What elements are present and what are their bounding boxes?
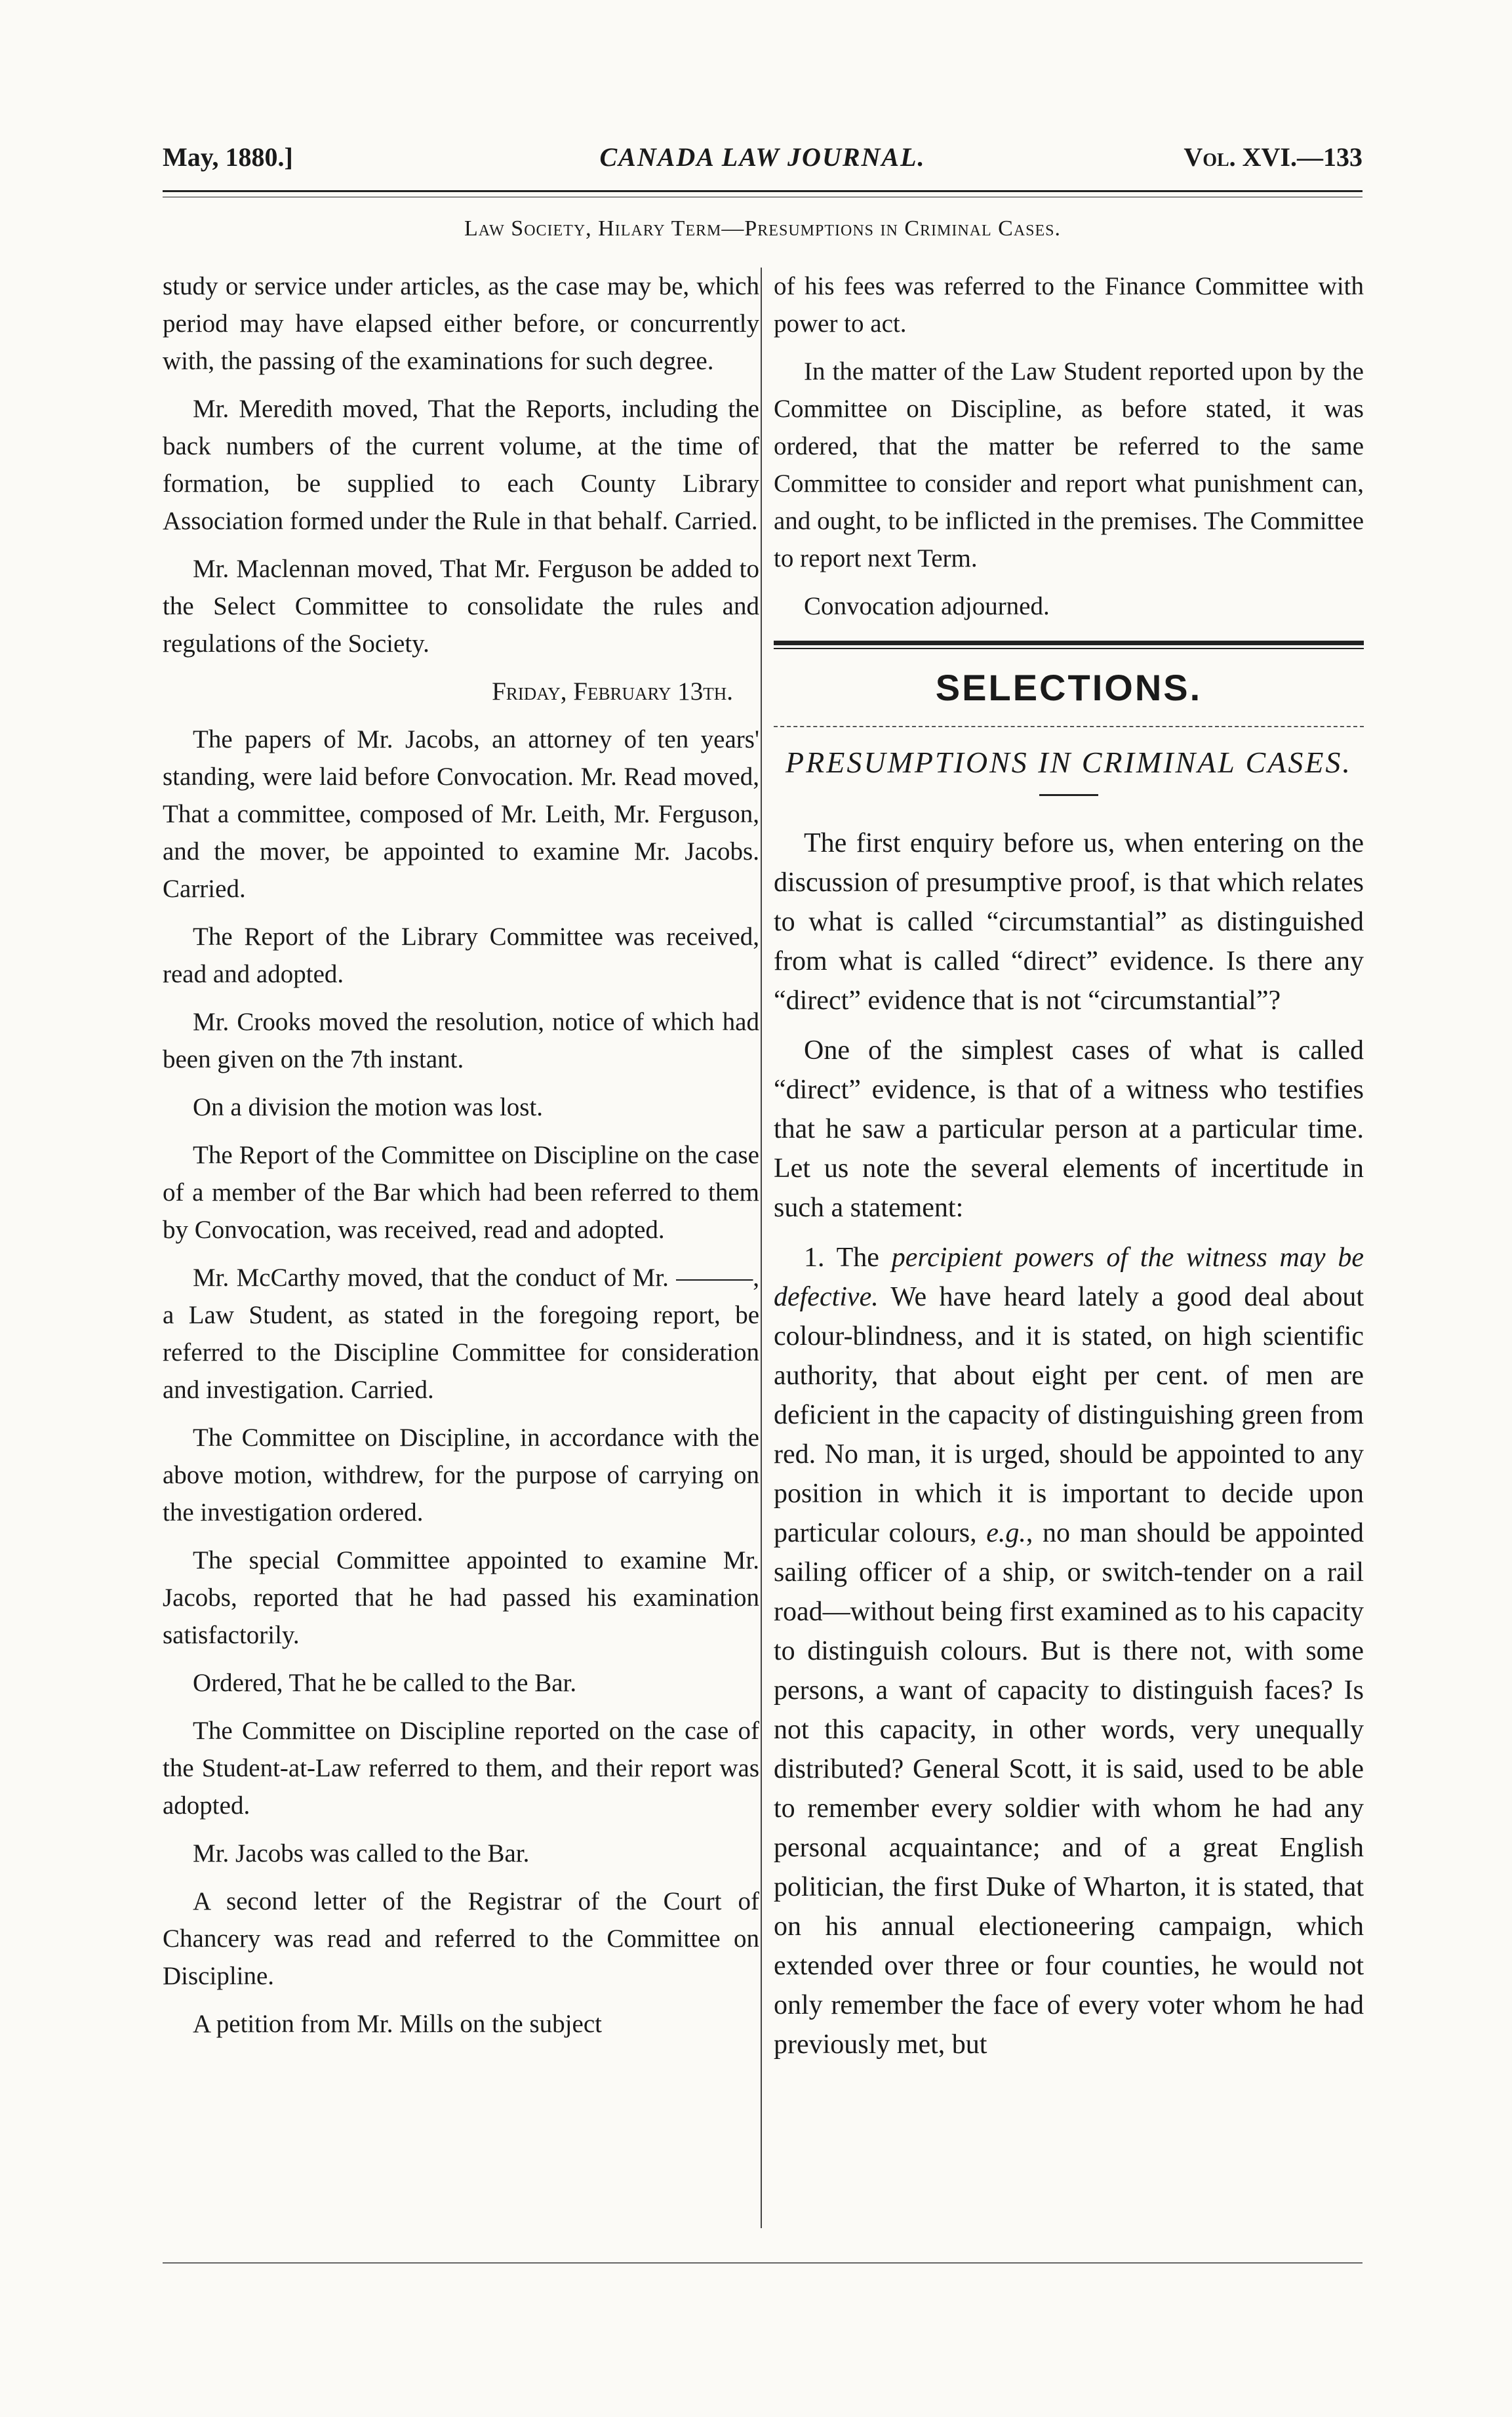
header-rule-thick bbox=[163, 190, 1363, 192]
paragraph: Mr. Crooks moved the resolution, notice of which had been given on the 7th instant. bbox=[163, 1008, 759, 1073]
paragraph: study or service under articles, as the case may be, which period may have elapsed either before, or concurrently with, the passing of the examinations for such degree. bbox=[163, 272, 759, 375]
title-rule bbox=[1039, 794, 1098, 796]
right-column bbox=[774, 268, 1364, 2075]
selections-dashed-rule bbox=[774, 726, 1364, 727]
paragraph: The papers of Mr. Jacobs, an attorney of ten years' standing, were laid before Convocation. Mr. Read moved, That a committee, composed of Mr. Leith, Mr. Ferguson, and the mover, be appointed to examine Mr. Jacobs. Carried. bbox=[163, 725, 759, 903]
paragraph: Convocation adjourned. bbox=[804, 592, 1050, 620]
selections-heading: SELECTIONS. bbox=[935, 667, 1203, 708]
paragraph: Mr. Jacobs was called to the Bar. bbox=[193, 1839, 530, 1868]
paragraph: Mr. Meredith moved, That the Reports, including the back numbers of the current volume, at the time of formation, be supplied to each County Library Association formed under the Rule in that behalf. Carried. bbox=[163, 395, 759, 535]
paragraph: The Report of the Library Committee was received, read and adopted. bbox=[163, 923, 759, 988]
column-divider bbox=[761, 268, 762, 2228]
article-italic: percipient powers of the witness may be defective. bbox=[774, 1243, 1364, 1312]
article-text: We have heard lately a good deal about colour-blindness, and it is stated, on high scientific authority, that about eight per cent. of men are deficient in the capacity of distinguishing green from red. No man, it is urged, should be appointed to any position in which it is important to decide upon particular colours, bbox=[774, 1282, 1364, 1548]
selections-rule-thin bbox=[774, 648, 1364, 649]
paragraph: Mr. Maclennan moved, That Mr. Ferguson be added to the Select Committee to consolidate the rules and regulations of the Society. bbox=[163, 555, 759, 658]
article-text: 1. The bbox=[804, 1243, 892, 1273]
paragraph: On a division the motion was lost. bbox=[193, 1093, 544, 1121]
bottom-rule bbox=[163, 2262, 1363, 2264]
selections-rule-thick bbox=[774, 641, 1364, 645]
article-paragraph: The first enquiry before us, when entering on the discussion of presumptive proof, is that which relates to what is called “circumstantial” as distinguished from what is called “direct” evidence. Is there any “direct” evidence that is not “circumstantial”? bbox=[774, 828, 1364, 1016]
journal-title: CANADA LAW JOURNAL. bbox=[599, 142, 926, 172]
header-date: May, 1880.] bbox=[163, 142, 293, 172]
section-title: Law Society, Hilary Term—Presumptions in Criminal Cases. bbox=[464, 216, 1062, 241]
paragraph: Ordered, That he be called to the Bar. bbox=[193, 1669, 577, 1697]
paragraph: Mr. McCarthy moved, that the conduct of Mr. ———, a Law Student, as stated in the foregoing report, be referred to the Discipline Committee for consideration and investigation. Carried. bbox=[163, 1264, 759, 1404]
paragraph: The Committee on Discipline, in accordance with the above motion, withdrew, for the purpose of carrying on the investigation ordered. bbox=[163, 1424, 759, 1527]
article-text: , no man should be appointed sailing officer of a ship, or switch-tender on a rail road—without being first examined as to his capacity to distinguish colours. But is there not, with some persons, a want of capacity to distinguish faces? Is not this capacity, in other words, very unequally distributed? General Scott, it is said, used to be able to remember every soldier with whom he had any personal acquaintance; and of a great English politician, the first Duke of Wharton, it is stated, that on his annual electioneering campaign, which extended over three or four counties, he would not only remember the face of every voter whom he had previously met, but bbox=[774, 1518, 1364, 2060]
page-header bbox=[163, 138, 1363, 184]
paragraph: A petition from Mr. Mills on the subject bbox=[193, 2010, 602, 2038]
left-column bbox=[163, 268, 759, 2053]
paragraph: The Report of the Committee on Discipline on the case of a member of the Bar which had been referred to them by Convocation, was received, read and adopted. bbox=[163, 1141, 759, 1244]
date-line: Friday, February 13th. bbox=[492, 677, 733, 706]
paragraph: A second letter of the Registrar of the Court of Chancery was read and referred to the Committee on Discipline. bbox=[163, 1887, 759, 1990]
paragraph: The special Committee appointed to examine Mr. Jacobs, reported that he had passed his examination satisfactorily. bbox=[163, 1546, 759, 1649]
paragraph: of his fees was referred to the Finance Committee with power to act. bbox=[774, 272, 1364, 338]
article-paragraph bbox=[774, 1238, 1364, 2064]
article-paragraph: One of the simplest cases of what is called “direct” evidence, is that of a witness who testifies that he saw a particular person at a particular time. Let us note the several elements of incertitude in such a statement: bbox=[774, 1035, 1364, 1223]
paragraph: In the matter of the Law Student reported upon by the Committee on Discipline, as before stated, it was ordered, that the matter be referred to the same Committee to consider and report what punishment can, and ought, to be inflicted in the premises. The Committee to report next Term. bbox=[774, 357, 1364, 572]
article-italic: e.g. bbox=[986, 1518, 1026, 1548]
volume-page: Vol. XVI.—133 bbox=[1184, 142, 1363, 172]
paragraph: The Committee on Discipline reported on the case of the Student-at-Law referred to them, and their report was adopted. bbox=[163, 1717, 759, 1820]
article-title: PRESUMPTIONS IN CRIMINAL CASES. bbox=[786, 746, 1352, 779]
